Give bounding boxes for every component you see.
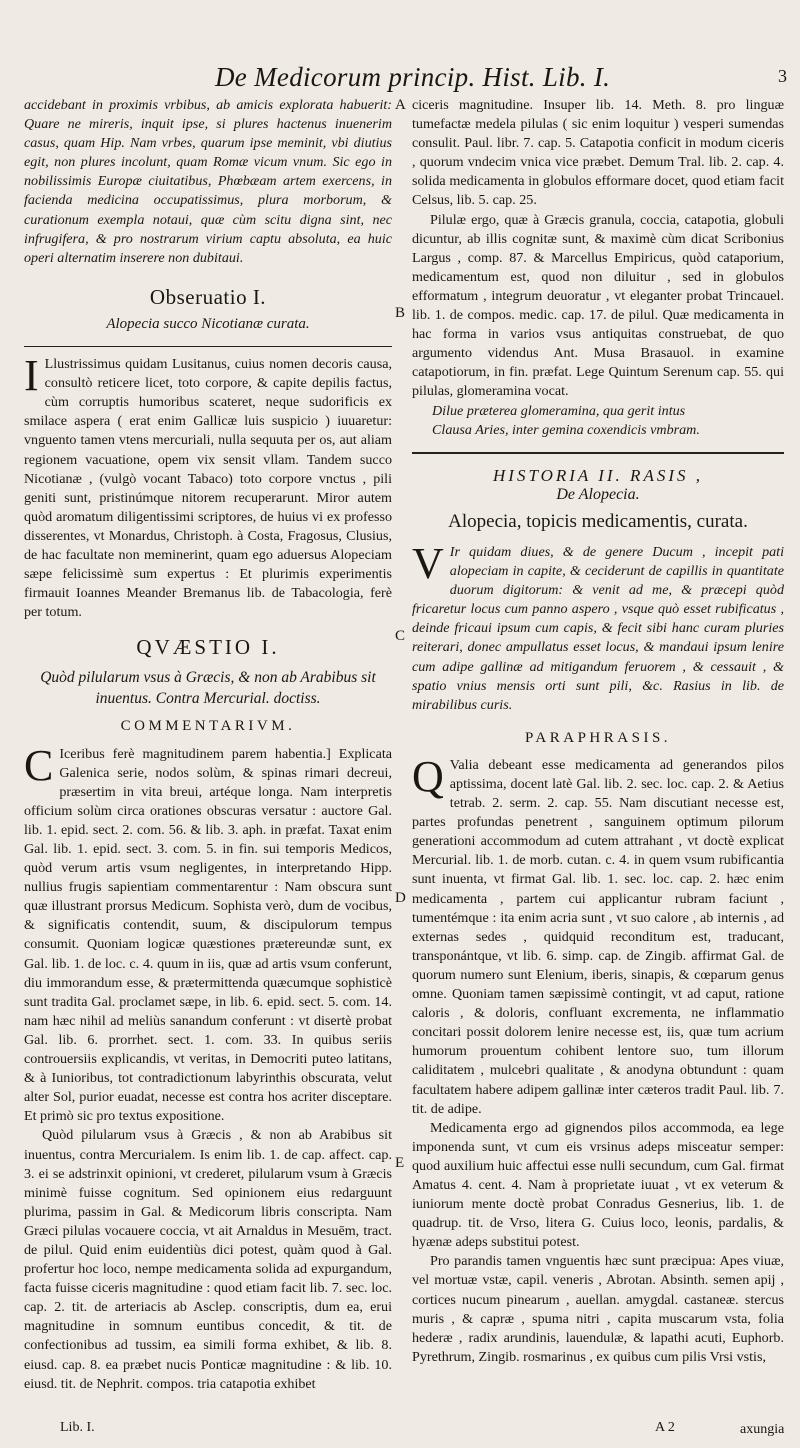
page-number: 3 xyxy=(778,66,787,86)
margin-letter-b: B xyxy=(395,305,406,321)
paraphrasis-heading: PARAPHRASIS. xyxy=(524,729,672,746)
margin-letter-e: E xyxy=(395,1155,405,1171)
historia-title: Alopecia, topicis medicamentis, curata. xyxy=(448,510,748,532)
historia-text: Ir quidam diues, & de genere Ducum , incepit pati alopeciam in capite, & ceciderunt de capillis in quantitate duorum digitorum: & venit ad me, & præcepi quòd fricaretur locus cum panno aspero , vsque quò esset rubificatus , deinde fricaui ipsum cum capis, & fecit sibi hanc curam pluries reiterari, donec ampullatus esset locus, & mandaui ipsum lenire cum adipe gallinæ ad mitigandum feruorem , & cessauit , & spatio vnius mensis orti sunt pili, &c. Rasius in lib. de mirabilibus curis. xyxy=(412,543,784,713)
drop-cap: V xyxy=(412,538,444,588)
running-header xyxy=(40,60,800,100)
paraphrasis-paragraph xyxy=(412,751,784,1119)
drop-cap: C xyxy=(24,740,54,790)
running-title: De Medicorum princip. Hist. Lib. I. xyxy=(215,62,611,92)
signature-mark: A 2 xyxy=(655,1420,675,1435)
observatio-text: Llustrissimus quidam Lusitanus, cuius nomen decoris causa, consultò reticere licet, toto corpore, & capite depilis factus, cùm corruptis humoribus scateret, neque sudorificis ex smilace aspera ( erat enim Gallicæ luis suspicio ) iuuaretur: vnguento tamen vtens mercuriali, nulla sequuta per os, aut aliam regionem vacuatione, opem vix sensit vllam. Tandem succo Nicotianæ , (vulgò vocant Tabaco) toto corpore vnctus , pili geniti sunt, pristinúmque nitorem recuperarunt. Miror autem quòd aromatum diligentissimi scriptores, de huius vi ex professo disserentes, vt Monardus, Christoph. à Costa, Fragosus, Clusius, de hac facultate non meminerint, quam ego aduersus Alopeciam sæpe felicissimè sum expertus : Et plurimis experimentis firmauit Ioannes Meander Bremanus lib. de Tabacologia, ferè per totum. xyxy=(24,356,392,621)
observatio-subtitle: Alopecia succo Nicotianæ curata. xyxy=(106,315,310,332)
commentarium-heading: COMMENTARIVM. xyxy=(120,718,296,735)
margin-letter-a: A xyxy=(395,97,406,113)
right-column xyxy=(412,96,784,1367)
commentarium-paragraph xyxy=(24,740,392,1127)
footer-lib: Lib. I. xyxy=(60,1420,95,1435)
catchword: axungia xyxy=(740,1422,785,1437)
historia-paragraph xyxy=(412,538,784,715)
quaestio-subtitle: Quòd pilularum vsus à Græcis, & non ab Arabibus sit inuentus. Contra Mercurial. doctiss. xyxy=(40,669,376,708)
left-column xyxy=(24,96,392,1394)
poem-line: Clausa Aries, inter gemina coxendicis vmbram. xyxy=(432,421,700,438)
observatio-heading: Obseruatio I. xyxy=(149,284,267,309)
left-intro-paragraph: accidebant in proximis vrbibus, ab amicis explorata habuerit: Quare ne mireris, inquit ipse, si plures hactenus inuenerim casus, quam Hip. Nam vrbes, quarum ipse meminit, vbi diutius egit, non plures incolunt, quam Romæ vicum vnum. Sic ego in nobilissimis Europæ ciuitatibus, Phœbæam artem exercens, in facienda medicina occupatissimus, plura morborum, & curationum exempla notaui, quæ cùm scitu digna sint, nec infrugifera, & pro nostrarum virium captu absoluta, ea huic operi alternatim inserere non dubitaui. xyxy=(24,97,392,266)
commentarium-text: Iceribus ferè magnitudinem parem habentia.] Explicata Galenica serie, nodos solùm, & spinas rimari decreui, præsertim in vita breui, artéque longa. Nam interpretis officium solùm circa orationes obscuras versatur : auctore Gal. lib. 1. epid. sect. 2. com. 56. & lib. 3. aph. in præfat. Taxat enim Gal. lib. 1. epid. sect. 3. com. 5. in fin. sui temporis Medicos, quòd verum artis vsum negligentes, in interpretando Hipp. nullius frugis sapientiam commentarentur : Nam obscura sunt quæ illustrant prorsus Medicum. Sophista verò, dum de vocibus, & significatis contendit, suum, & discipulorum tempus consumit. Quoniam logicæ quæstiones prætereundæ sunt, ex Gal. lib. 1. de loc. c. 4. quum in iis, quæ ad artis vsum conferunt, diu immorandum esse, & prætermittenda quæcumque sophisticè sunt tradita Gal. proclamet sæpe, in lib. 6. epid. sect. 5. com. 14. nam hæc nihil ad meliùs sanandum conferunt : vt disertè probat Gal. lib. 6. prorrhet. sect. 1. com. 33. In quibus seriis controuersiis explicandis, vt veritas, in Democriti puteo latitans, & à Iunioribus, tot contradictionum labyrinthis obscurata, velut alter Sol, purior euadat, necesse est contra hos acriter disceptare. Et primò sic pro textus expositione. xyxy=(24,745,392,1125)
commentarium-paragraph-2: Quòd pilularum vsus à Græcis , & non ab Arabibus sit inuentus, contra Mercurialem. Is enim lib. 1. de cap. affect. cap. 3. ei se adstrinxit opinioni, vt crederet, pilularum vsum à Græcis minimè fuisse cognitum. Sed opinionem eius redarguunt plurima, passim in Gal. & Medicorum libris conscripta. Nam Græci pilulas vocauere coccia, vt ait Arnaldus in Mesuēm, tract. de pilul. Quid enim euidentiùs dici potest, quàm quod à Gal. profertur hoc loco, nempe medicamenta solida ad expurgandum, facta fuisse ciceris magnitudine : quod etiam facit lib. 7. sec. loc. cap. 2. tit. de arteriacis ab Asclep. conscriptis, dum ea, erui magnitudine in somnum euntibus concedit, & tit. de confectionibus ad tussim, ea simili forma exhibet, & lib. 8. eiusd. cap. 8. ea præbet nucis Ponticæ magnitudine : & lib. 10. eiusd. tit. de Nephrit. compos. tria catapotia exhibet xyxy=(24,1127,392,1392)
paraphrasis-paragraph-3: Pro parandis tamen vnguentis hæc sunt præcipua: Apes viuæ, vel mortuæ vstæ, capil. veneris , Abrotan. Absinth. semen apij , cortices nucum pinearum , auellan. amygdal. castaneæ. stercus muris , & capræ , spuma nitri , capita muscarum vsta, folia hederæ , radix arundinis, lauendulæ, & lapathi acuti, Euphorb. Pyrethrum, Zingib. rosmarinus , ex quibus cum pilis Vrsi vstis, xyxy=(412,1253,784,1365)
section-divider xyxy=(412,452,784,454)
poem-line: Dilue præterea glomeramina, qua gerit intus xyxy=(432,402,686,419)
historia-heading: HISTORIA II. RASIS , xyxy=(493,465,703,485)
drop-cap: I xyxy=(24,351,39,401)
paraphrasis-paragraph-2: Medicamenta ergo ad gignendos pilos accommoda, ea lege imponenda sunt, vt cum eis vrsinus adeps misceatur semper: quod auxilium huic affectui esse nulli secundum, cum Gal. firmat Amatus 4. cent. 4. Nam à proprietate iuuat , vt ex veterum & iuniorum mente doctè probat Conradus Gesnerius, lib. 1. de quadrup. tit. de Vrso, litera G. Cuius loco, leonis, pardalis, & hyænæ adeps substitui potest. xyxy=(412,1119,784,1251)
historia-subtitle: De Alopecia. xyxy=(556,485,640,503)
margin-letter-c: C xyxy=(395,628,406,644)
right-intro-paragraph-2: Pilulæ ergo, quæ à Græcis granula, coccia, catapotia, globuli dicuntur, ab illis cognitæ sunt, & maximè cùm dicat Scribonius Largus , comp. 87. & Marcellus Empiricus, quòd cataporium, medicamentum est, quod non diluitur , sed in globulos efformatum , integrum deuoratur , vt eleganter probat Trincauel. lib. 1. de compos. medic. cap. 17. de pilul. Quæ medicamenta in hac forma in varios vsus antiquitas construebat, de quo argumento videndus Ant. Musa Brasauol. in examine catapotiorum, in fin. præfat. Lege Quintum Serenum cap. 55. qui pilulas, glomeramina vocat. xyxy=(412,211,784,400)
right-intro-paragraph: ciceris magnitudine. Insuper lib. 14. Meth. 8. pro linguæ tumefactæ medela pilulas ( sic enim loquitur ) vesperi sumendas consulit. Paul. libr. 7. cap. 5. Catapotia conficit in modum ciceris , quorum vndecim vnica vice præbet. Demum Tral. lib. 2. cap. 4. solida medicamenta in globulos efformare docet, quod etiam facit Celsus, lib. 5. cap. 25. xyxy=(412,97,784,209)
observatio-paragraph xyxy=(24,351,392,622)
divider xyxy=(24,346,392,347)
paraphrasis-text: Valia debeant esse medicamenta ad generandos pilos aptissima, docent latè Gal. lib. 2. sec. loc. cap. 2. & Aetius tetrab. 2. serm. 2. cap. 55. Nam discutiant necesse est, partes profundas penetrent , sanguinem optimum pilorum generationi accommodum ad cutem attrahant , vt doctè explicat Mercurial. lib. 1. de morb. cutan. c. 4. in quem vsum rubificantia sunt inuenta, vt firmat Gal. lib. 1. sec. loc. cap. 2. hæc enim medicamenta , partem cui applicantur rubram faciunt , tumentémque : ita enim acria sunt , vt suo calore , ab internis , ad externas sedes , quidquid reconditum est, traducant, transponántque, vt lib. 6. simp. cap. de Zingib. affirmat Gal. de quorum numero sunt Elenium, iberis, sinapis, & cœparum genus omne. Quoniam tamen sæpissimè contingit, vt ad caput, ratione caloris , & doloris, confluant excrementa, ne inflammatio concitari possit dolorem lenire necesse est, iis, quæ tum acrium humorum prouentum cohibent lentore suo, tum illorum caliditatem , mulcebri qualitate , & anodyna obtundunt : quam facultatem habere adipem gallinæ inter cæteros tradit Paul. lib. 7. tit. de adipe. xyxy=(412,756,784,1117)
quaestio-heading: QVÆSTIO I. xyxy=(136,635,280,660)
margin-letter-d: D xyxy=(395,890,406,906)
drop-cap: Q xyxy=(412,751,444,801)
